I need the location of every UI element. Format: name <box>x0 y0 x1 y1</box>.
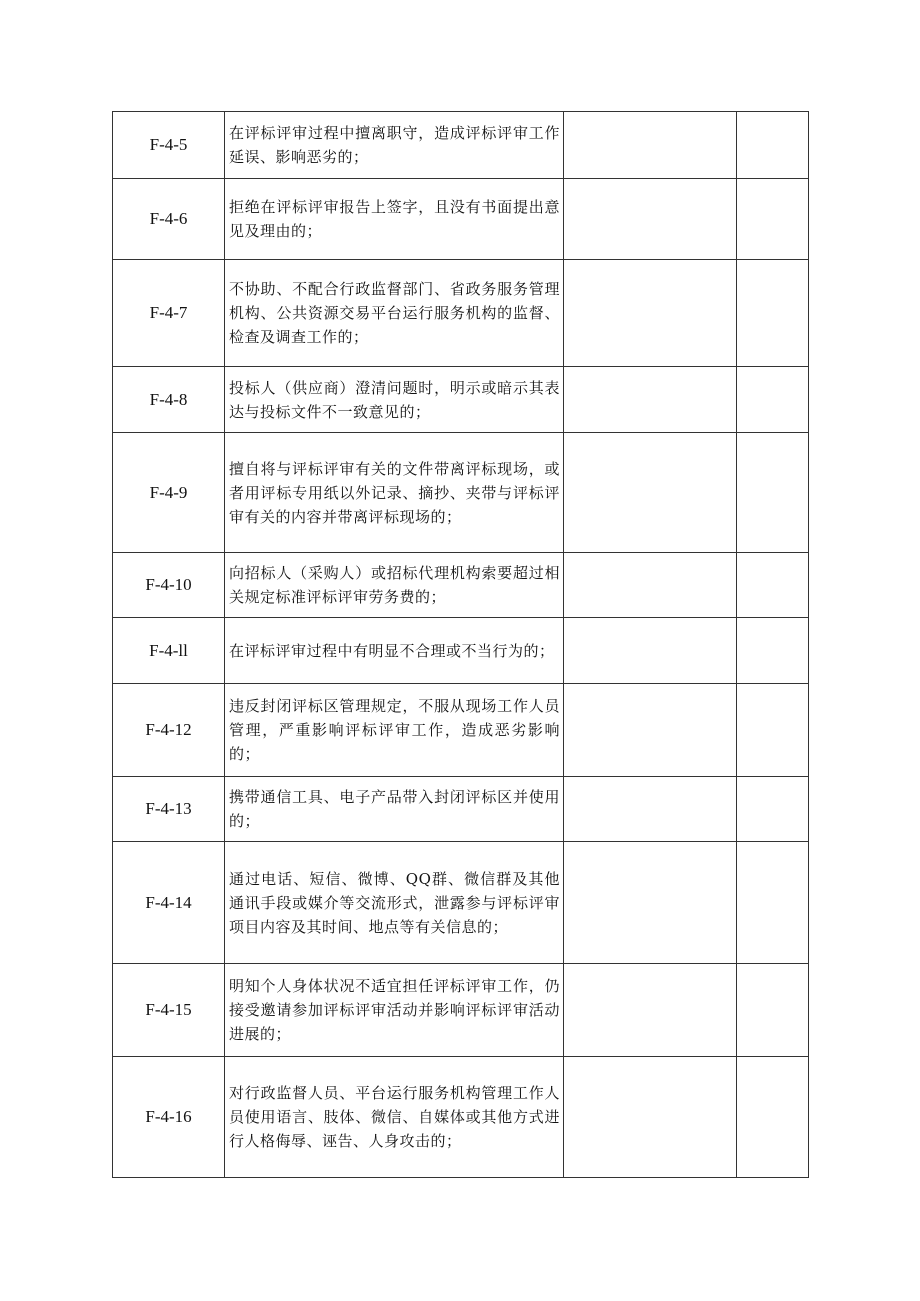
blank-cell <box>737 777 809 842</box>
item-code: F-4-10 <box>113 553 225 618</box>
blank-cell <box>737 367 809 433</box>
blank-cell <box>564 179 737 260</box>
blank-cell <box>564 618 737 684</box>
table-row <box>113 260 809 367</box>
blank-cell <box>564 842 737 964</box>
table-row <box>113 179 809 260</box>
item-code: F-4-14 <box>113 842 225 964</box>
blank-cell <box>737 112 809 179</box>
blank-cell <box>564 1057 737 1178</box>
table-row <box>113 433 809 553</box>
item-description: 拒绝在评标评审报告上签字，且没有书面提出意见及理由的； <box>225 179 564 260</box>
blank-cell <box>564 367 737 433</box>
blank-cell <box>737 1057 809 1178</box>
item-code: F-4-15 <box>113 964 225 1057</box>
table-row <box>113 842 809 964</box>
item-description: 携带通信工具、电子产品带入封闭评标区并使用的； <box>225 777 564 842</box>
item-code: F-4-7 <box>113 260 225 367</box>
blank-cell <box>564 112 737 179</box>
table-row <box>113 112 809 179</box>
blank-cell <box>564 777 737 842</box>
item-code: F-4-8 <box>113 367 225 433</box>
item-description: 不协助、不配合行政监督部门、省政务服务管理机构、公共资源交易平台运行服务机构的监督、检查及调查工作的； <box>225 260 564 367</box>
blank-cell <box>564 553 737 618</box>
blank-cell <box>564 433 737 553</box>
item-description: 对行政监督人员、平台运行服务机构管理工作人员使用语言、肢体、微信、自媒体或其他方式进行人格侮辱、诬告、人身攻击的； <box>225 1057 564 1178</box>
blank-cell <box>737 433 809 553</box>
table-row <box>113 777 809 842</box>
item-code: F-4-9 <box>113 433 225 553</box>
blank-cell <box>564 260 737 367</box>
table-row <box>113 367 809 433</box>
blank-cell <box>737 618 809 684</box>
blank-cell <box>737 260 809 367</box>
blank-cell <box>737 842 809 964</box>
item-code: F-4-12 <box>113 684 225 777</box>
blank-cell <box>737 553 809 618</box>
item-code: F-4-13 <box>113 777 225 842</box>
blank-cell <box>737 964 809 1057</box>
item-description: 明知个人身体状况不适宜担任评标评审工作，仍接受邀请参加评标评审活动并影响评标评审活动进展的； <box>225 964 564 1057</box>
table-row <box>113 964 809 1057</box>
item-description: 向招标人（采购人）或招标代理机构索要超过相关规定标准评标评审劳务费的； <box>225 553 564 618</box>
item-description: 投标人（供应商）澄清问题时，明示或暗示其表达与投标文件不一致意见的； <box>225 367 564 433</box>
violation-table <box>112 111 809 1178</box>
blank-cell <box>564 964 737 1057</box>
blank-cell <box>737 684 809 777</box>
item-code: F-4-ll <box>113 618 225 684</box>
item-description: 在评标评审过程中擅离职守，造成评标评审工作延误、影响恶劣的； <box>225 112 564 179</box>
table-row <box>113 1057 809 1178</box>
table-row <box>113 684 809 777</box>
blank-cell <box>737 179 809 260</box>
item-description: 擅自将与评标评审有关的文件带离评标现场，或者用评标专用纸以外记录、摘抄、夹带与评标评审有关的内容并带离评标现场的； <box>225 433 564 553</box>
item-code: F-4-16 <box>113 1057 225 1178</box>
item-description: 在评标评审过程中有明显不合理或不当行为的； <box>225 618 564 684</box>
table-row <box>113 553 809 618</box>
item-description: 违反封闭评标区管理规定，不服从现场工作人员管理，严重影响评标评审工作，造成恶劣影响的； <box>225 684 564 777</box>
item-description: 通过电话、短信、微博、QQ群、微信群及其他通讯手段或媒介等交流形式，泄露参与评标评审项目内容及其时间、地点等有关信息的； <box>225 842 564 964</box>
item-code: F-4-6 <box>113 179 225 260</box>
blank-cell <box>564 684 737 777</box>
table-row <box>113 618 809 684</box>
item-code: F-4-5 <box>113 112 225 179</box>
